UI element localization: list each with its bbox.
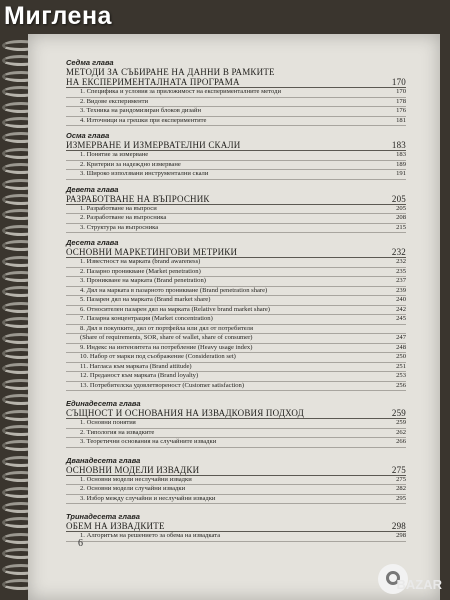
toc-entry-text: 3. Широко използвани инструментални скали bbox=[80, 170, 209, 177]
chapter-11 bbox=[66, 399, 406, 448]
toc-entry-page: 282 bbox=[396, 485, 406, 492]
chapter-title-line: ИЗМЕРВАНЕ И ИЗМЕРВАТЕЛНИ СКАЛИ bbox=[66, 140, 241, 150]
toc-entry-page: 208 bbox=[396, 214, 406, 221]
toc-entry-text: 8. Дял в покупките, дял от портфейла или дял от потребителя bbox=[80, 324, 254, 332]
toc-entry bbox=[66, 532, 406, 542]
toc-entry-text: 9. Индекс на интензитета на потребление (Heavy usage index) bbox=[80, 343, 253, 351]
toc-entry bbox=[66, 334, 406, 344]
page-number: 6 bbox=[78, 538, 83, 549]
toc-entry-page: 178 bbox=[396, 97, 406, 105]
chapter-title-line: НА ЕКСПЕРИМЕНТАЛНАТА ПРОГРАМА bbox=[66, 77, 240, 87]
chapter-label: Десета глава bbox=[66, 238, 119, 247]
chapter-label: Тринадесета глава bbox=[66, 512, 140, 521]
toc-entry bbox=[66, 151, 406, 161]
chapter-title-line: РАЗРАБОТВАНЕ НА ВЪПРОСНИК bbox=[66, 193, 210, 204]
toc-entry-text: 1. Основни модели неслучайни извадки bbox=[80, 475, 192, 483]
toc-entry bbox=[66, 214, 406, 224]
toc-entry bbox=[66, 363, 406, 373]
toc-entry-page: 183 bbox=[396, 151, 406, 158]
chapter-title-page: 183 bbox=[391, 140, 406, 150]
toc-entry-page: 245 bbox=[396, 315, 406, 322]
toc-entry bbox=[66, 419, 406, 429]
toc-entry-page: 215 bbox=[396, 223, 406, 231]
chapter-title bbox=[66, 408, 406, 419]
chapter-7 bbox=[66, 58, 406, 126]
chapter-title bbox=[66, 247, 406, 258]
toc-entry-page: 259 bbox=[396, 419, 406, 426]
chapter-title bbox=[66, 465, 406, 476]
toc-entry-text: 7. Пазарна концентрация (Market concentration) bbox=[80, 315, 213, 322]
toc-entry-text: 1. Известност на марката (brand awareness) bbox=[80, 258, 201, 265]
toc-entry-page: 248 bbox=[396, 343, 406, 351]
toc-entry-text: 3. Структура на въпросника bbox=[80, 223, 159, 231]
toc-entry-text: 4. Източници на грешки при експериментите bbox=[80, 116, 207, 124]
table-of-contents bbox=[66, 58, 406, 542]
toc-entry bbox=[66, 98, 406, 108]
chapter-title-line: СЪЩНОСТ И ОСНОВАНИЯ НА ИЗВАДКОВИЯ ПОДХОД bbox=[66, 408, 305, 418]
watermark-site-name: Миглена bbox=[4, 2, 112, 30]
toc-entry bbox=[66, 296, 406, 306]
chapter-title-line: ОБЕМ НА ИЗВАДКИТЕ bbox=[66, 521, 165, 531]
toc-entry bbox=[66, 277, 406, 287]
toc-entry bbox=[66, 306, 406, 316]
toc-entry bbox=[66, 315, 406, 325]
toc-entry bbox=[66, 170, 406, 180]
toc-entry-text: (Share of requirements, SOR, share of wallet, share of consumer) bbox=[80, 334, 253, 341]
chapter-label: Девета глава bbox=[66, 184, 119, 194]
toc-entry bbox=[66, 372, 406, 382]
toc-entry-page: 176 bbox=[396, 107, 406, 114]
toc-entry-page: 266 bbox=[396, 438, 406, 445]
chapter-label: Дванадесета глава bbox=[66, 455, 141, 465]
toc-entry-text: 6. Относителен пазарен дял на марката (Relative brand market share) bbox=[80, 305, 270, 313]
toc-entry-text: 1. Алгоритъм на решението за обема на извадката bbox=[80, 532, 221, 539]
chapter-12 bbox=[66, 456, 406, 505]
toc-entry-text: 2. Критерии за надеждно измерване bbox=[80, 160, 181, 168]
toc-entry bbox=[66, 205, 406, 215]
toc-entry-page: 242 bbox=[396, 305, 406, 313]
chapter-title-line: ОСНОВНИ МОДЕЛИ ИЗВАДКИ bbox=[66, 464, 200, 475]
toc-entry bbox=[66, 438, 406, 448]
chapter-title-page: 205 bbox=[391, 193, 406, 204]
toc-entry bbox=[66, 161, 406, 171]
toc-entry-text: 1. Понятие за измерване bbox=[80, 151, 149, 158]
toc-entry-page: 247 bbox=[396, 334, 406, 341]
toc-entry-page: 239 bbox=[396, 286, 406, 294]
toc-entry bbox=[66, 353, 406, 363]
chapter-title-page: 232 bbox=[391, 247, 406, 257]
toc-entry bbox=[66, 107, 406, 117]
toc-entry-page: 181 bbox=[396, 116, 406, 124]
chapter-13 bbox=[66, 512, 406, 542]
chapter-title bbox=[66, 140, 406, 151]
toc-entry bbox=[66, 429, 406, 439]
toc-entry-page: 232 bbox=[396, 258, 406, 265]
chapter-title-line: МЕТОДИ ЗА СЪБИРАНЕ НА ДАННИ В РАМКИТЕ bbox=[66, 67, 275, 77]
chapter-title bbox=[66, 67, 406, 88]
chapter-9 bbox=[66, 185, 406, 234]
chapter-title-page: 298 bbox=[391, 521, 406, 531]
toc-entry bbox=[66, 476, 406, 486]
toc-entry-page: 295 bbox=[396, 494, 406, 502]
chapter-title-line: ОСНОВНИ МАРКЕТИНГОВИ МЕТРИКИ bbox=[66, 247, 238, 257]
toc-entry-text: 10. Набор от марки под съображение (Consideration set) bbox=[80, 353, 236, 360]
chapter-label: Единадесета глава bbox=[66, 399, 141, 408]
toc-entry-text: 11. Нагласа към марката (Brand attitude) bbox=[80, 362, 192, 370]
toc-entry-text: 5. Пазарен дял на марката (Brand market share) bbox=[80, 296, 211, 303]
toc-entry-text: 3. Проникване на марката (Brand penetration) bbox=[80, 277, 206, 284]
toc-entry-text: 2. Видове експерименти bbox=[80, 97, 149, 105]
toc-entry bbox=[66, 325, 406, 335]
toc-entry-text: 2. Пазарно проникване (Market penetration) bbox=[80, 267, 201, 275]
toc-entry-page: 256 bbox=[396, 381, 406, 389]
toc-entry bbox=[66, 268, 406, 278]
toc-entry-page: 205 bbox=[396, 204, 406, 212]
toc-entry bbox=[66, 88, 406, 98]
toc-entry-text: 3. Техника на рандомизиран блоков дизайн bbox=[80, 107, 202, 114]
toc-entry-text: 4. Дял на марката в пазарното проникване (Brand penetration share) bbox=[80, 286, 268, 294]
toc-entry bbox=[66, 117, 406, 127]
toc-entry-page: 298 bbox=[396, 532, 406, 539]
toc-entry-text: 1. Основни понятия bbox=[80, 419, 136, 426]
chapter-title-page: 275 bbox=[391, 464, 406, 475]
toc-entry-page: 250 bbox=[396, 353, 406, 360]
toc-entry-text: 2. Основни модели случайни извадки bbox=[80, 485, 186, 492]
chapter-label: Седма глава bbox=[66, 58, 114, 67]
toc-entry bbox=[66, 224, 406, 234]
toc-entry bbox=[66, 495, 406, 505]
toc-entry-page: 275 bbox=[396, 475, 406, 483]
toc-entry-text: 1. Разработване на въпроси bbox=[80, 204, 157, 212]
toc-entry-text: 3. Теоретични основания на случайните извадки bbox=[80, 438, 217, 445]
toc-entry-page: 189 bbox=[396, 160, 406, 168]
chapter-10 bbox=[66, 238, 406, 391]
toc-entry-text: 2. Разработване на въпросника bbox=[80, 214, 167, 221]
chapter-title-page: 170 bbox=[391, 77, 406, 87]
chapter-title bbox=[66, 194, 406, 205]
toc-entry-page: 191 bbox=[396, 170, 406, 177]
toc-entry bbox=[66, 344, 406, 354]
toc-entry-text: 13. Потребителска удовлетвореност (Customer satisfaction) bbox=[80, 381, 245, 389]
toc-entry-page: 240 bbox=[396, 296, 406, 303]
chapter-title-page: 259 bbox=[391, 408, 406, 418]
toc-entry-text: 3. Избор между случайни и неслучайни извадки bbox=[80, 494, 216, 502]
chapter-8 bbox=[66, 131, 406, 180]
watermark-brand: BAZAR bbox=[396, 577, 442, 592]
toc-entry-page: 237 bbox=[396, 277, 406, 284]
chapter-label: Осма глава bbox=[66, 131, 110, 140]
toc-entry-text: 1. Специфика и условия за приложимост на експерименталните методи bbox=[80, 88, 281, 95]
toc-entry bbox=[66, 485, 406, 495]
toc-entry bbox=[66, 287, 406, 297]
toc-entry-page: 251 bbox=[396, 362, 406, 370]
toc-entry-page: 170 bbox=[396, 88, 406, 95]
chapter-title bbox=[66, 521, 406, 532]
toc-entry-page: 253 bbox=[396, 372, 406, 379]
toc-entry-page: 235 bbox=[396, 267, 406, 275]
toc-entry-page: 262 bbox=[396, 428, 406, 436]
toc-entry bbox=[66, 382, 406, 392]
toc-entry-text: 12. Преданост към марката (Brand loyalty) bbox=[80, 372, 199, 379]
toc-entry-text: 2. Типология на извадките bbox=[80, 428, 155, 436]
toc-entry bbox=[66, 258, 406, 268]
